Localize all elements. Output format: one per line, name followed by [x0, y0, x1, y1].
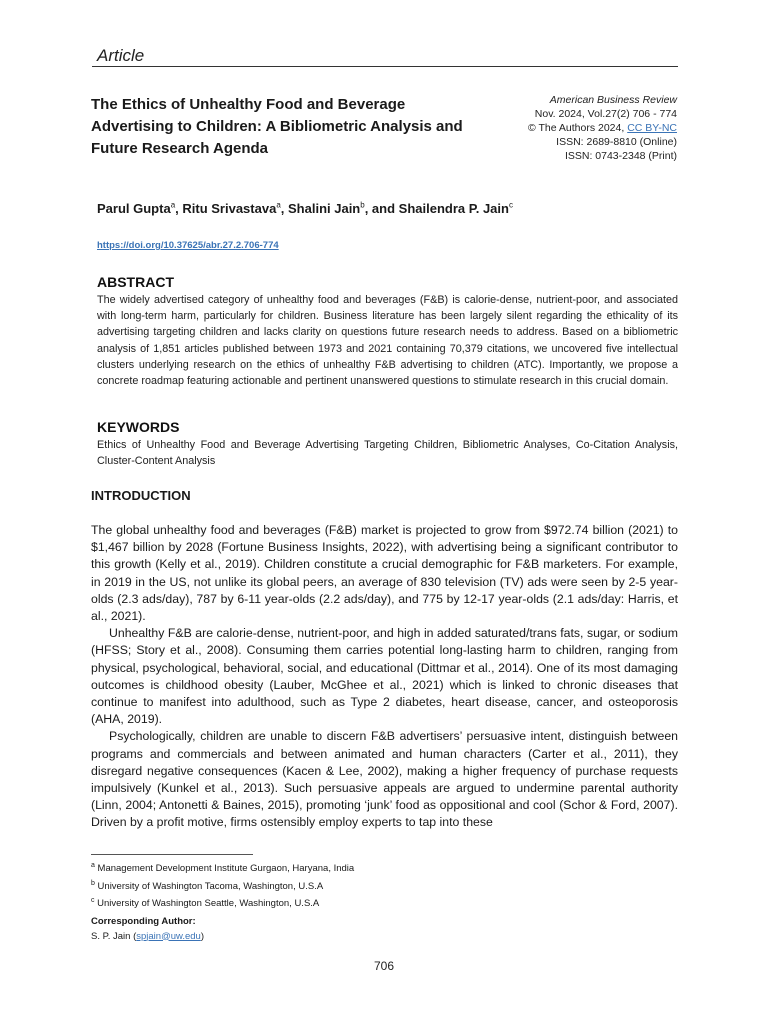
footnote-text: University of Washington Tacoma, Washington, U.S.A — [97, 880, 324, 892]
license-link[interactable]: CC BY-NC — [627, 122, 677, 134]
footnote — [91, 877, 591, 895]
article-title: The Ethics of Unhealthy Food and Beverage Advertising to Children: A Bibliometric Analysis and Future Research Agenda — [91, 96, 463, 157]
copyright-text: © The Authors 2024, — [528, 122, 628, 134]
author — [399, 201, 513, 216]
author-affiliation: b — [360, 201, 365, 210]
keywords-heading: KEYWORDS — [97, 419, 180, 435]
footnote — [91, 859, 591, 877]
footnote-text: University of Washington Seattle, Washington, U.S.A — [97, 898, 320, 910]
author-name: Parul Gupta — [97, 201, 171, 217]
corresponding-contact — [91, 930, 204, 945]
abstract-text: The widely advertised category of unhealthy food and beverages (F&B) is calorie-dense, nutrient-poor, and associated with long-term harm, particularly for children. Business literature has been largely silent regarding the ethicality of its advertising targeting children and lacks clarity on questions future research needs to address. Based on a bibliometric analysis of 1,851 articles published between 1973 and 2021 containing 70,379 citations, we uncovered five intellectual clusters underlying research on the ethics of unhealthy F&B advertising to children (ATC). Importantly, we propose a concrete roadmap featuring actionable and pertinent unanswered questions to stimulate research in this crucial domain. — [97, 294, 678, 388]
section-label: Article — [97, 46, 145, 65]
keywords-text: Ethics of Unhealthy Food and Beverage Advertising Targeting Children, Bibliometric Analyses, Co-Citation Analysis, Cluster-Content Analysis — [97, 439, 678, 467]
issn-print: ISSN: 0743-2348 (Print) — [564, 150, 677, 162]
author-affiliation: a — [170, 201, 176, 210]
abstract-heading: ABSTRACT — [97, 274, 174, 290]
corresponding-close: ) — [200, 930, 204, 942]
author-name: Shailendra P. Jain — [398, 201, 509, 217]
footnote-mark: a — [91, 862, 95, 869]
author-separator: , — [175, 201, 183, 217]
footnote — [91, 894, 591, 912]
corresponding-author — [91, 915, 204, 944]
journal-copyright — [417, 121, 677, 135]
footnote-mark: c — [91, 897, 95, 905]
journal-name: American Business Review — [549, 94, 677, 106]
author-list — [97, 201, 513, 216]
email-link[interactable]: spjain@uw.edu — [136, 930, 201, 942]
footnote-mark: b — [91, 879, 95, 887]
author-affiliation: c — [508, 201, 513, 210]
corresponding-name: S. P. Jain ( — [91, 930, 137, 942]
corresponding-label: Corresponding Author: — [91, 916, 196, 927]
author-separator: , and — [364, 201, 399, 217]
author — [97, 201, 182, 216]
author-name: Shalini Jain — [288, 201, 361, 217]
introduction-body — [91, 522, 678, 832]
author — [288, 201, 399, 216]
journal-issue: Nov. 2024, Vol.27(2) 706 - 774 — [534, 108, 677, 120]
journal-info — [417, 93, 677, 163]
footnotes — [91, 859, 591, 912]
header-rule — [92, 66, 678, 67]
author — [182, 201, 288, 216]
footnote-text: Management Development Institute Gurgaon, Haryana, India — [97, 863, 355, 875]
author-affiliation: a — [276, 201, 281, 210]
introduction-heading: INTRODUCTION — [91, 488, 191, 503]
author-name: Ritu Srivastava — [182, 201, 277, 217]
paragraph: Psychologically, children are unable to discern F&B advertisers’ persuasive intent, distinguish between programs and commercials and between animated and human characters (Carter et al., 2011), they disregard negative consequences (Kacen & Lee, 2002), making a higher frequency of purchase requests impulsively (Kunkel et al., 2013). Such persuasive appeals are argued to undermine parental authority (Linn, 2004; Antonetti & Baines, 2015), promoting ‘junk’ food as oppositional and cool (Schor & Ford, 2007). Driven by a profit motive, firms ostensibly employ experts to tap into these — [91, 729, 678, 830]
doi — [97, 240, 279, 251]
author-separator: , — [280, 201, 288, 217]
paragraph: Unhealthy F&B are calorie-dense, nutrient-poor, and high in added saturated/trans fats, sugar, or sodium (HFSS; Story et al., 2008). Consuming them carries potential long-lasting harm to children, ranging from physical, psychological, behavioral, social, and educational (Dittmar et al., 2014). One of its most damaging outcomes is childhood obesity (Lauber, McGhee et al., 2021) which is linked to chronic diseases that continue to manifest into adulthood, such as Type 2 diabetes, heart disease, cancer, and osteoporosis (AHA, 2019). — [91, 626, 678, 727]
paragraph: The global unhealthy food and beverages (F&B) market is projected to grow from $972.74 billion (2021) to $1,467 billion by 2028 (Fortune Business Insights, 2022), with advertising being a significant contributor to this growth (Kelly et al., 2019). Children constitute a crucial demographic for F&B marketers. For example, in 2019 in the US, not unlike its global peers, an average of 830 television (TV) ads were seen by 2-5 year-olds (2.3 ads/day), 787 by 6-11 year-olds (2.2 ads/day), and 775 by 12-17 year-olds (2.1 ads/day: Harris, et al., 2021). — [91, 523, 678, 624]
issn-online: ISSN: 2689-8810 (Online) — [556, 136, 677, 148]
doi-link[interactable]: https://doi.org/10.37625/abr.27.2.706-774 — [97, 240, 279, 251]
footnote-rule — [91, 854, 253, 855]
page-number: 706 — [373, 959, 395, 973]
